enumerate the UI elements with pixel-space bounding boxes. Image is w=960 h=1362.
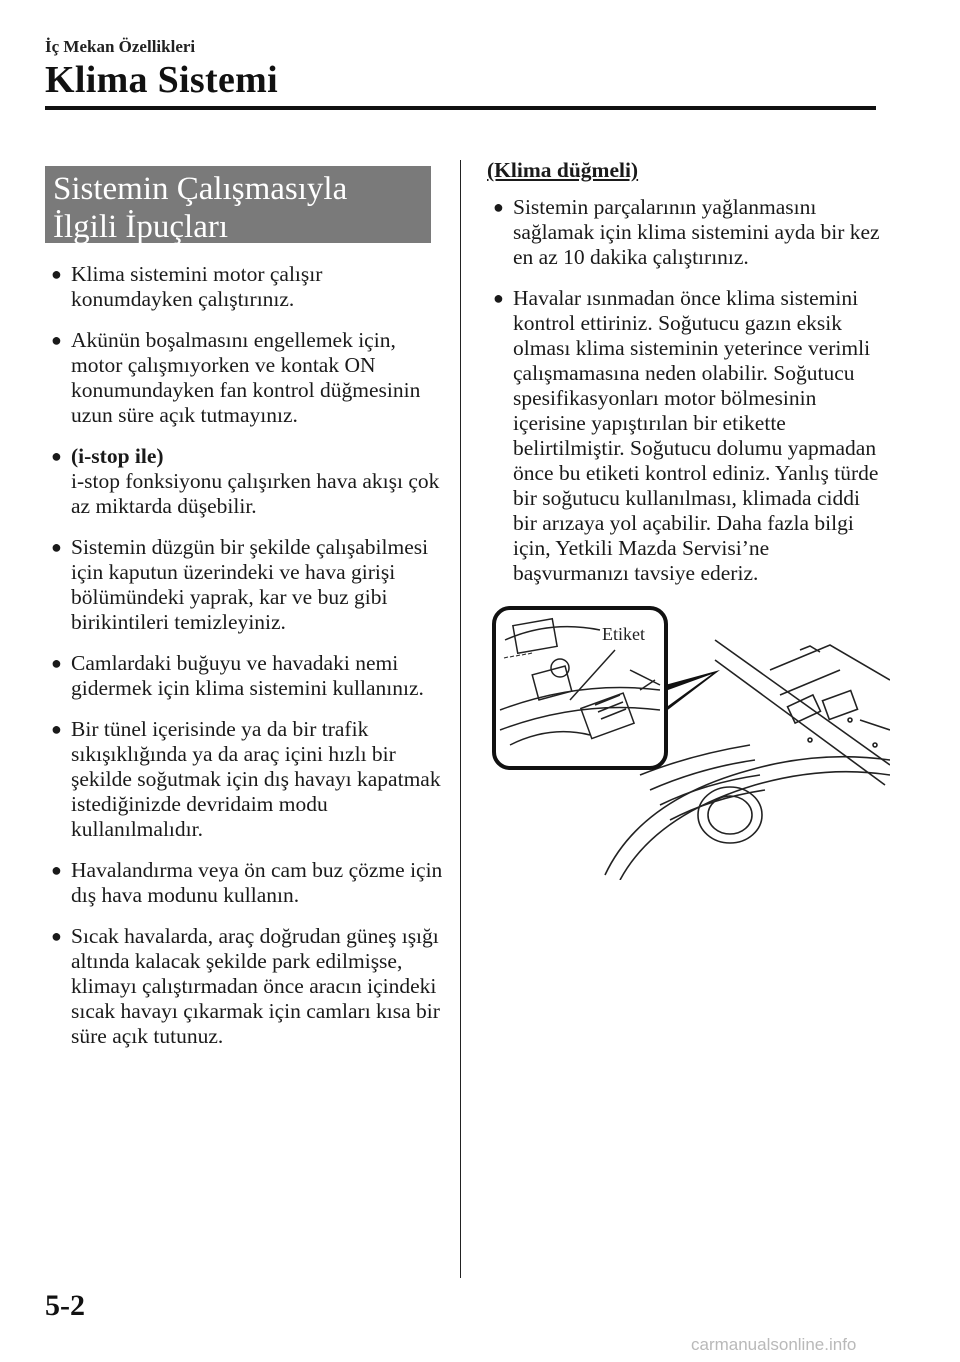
list-item: ● Sistemin parçalarının yağlanmasını sağlamak için klima sistemini ayda bir kez en az 10 dakika çalıştırınız. (493, 195, 880, 269)
bullet-lead: (i-stop ile) (71, 444, 164, 468)
list-item: ● Klima sistemini motor çalışır konumdayken çalıştırınız. (51, 262, 323, 311)
left-column (45, 262, 445, 1065)
section-title-line2: İlgili İpuçları (53, 209, 229, 245)
header-rule (45, 106, 876, 110)
column-divider (460, 160, 461, 1278)
bullet-icon: ● (51, 719, 62, 739)
bullet-icon: ● (51, 926, 62, 946)
list-item: ● Akünün boşalmasını engellemek için, motor çalışmıyorken ve kontak ON konumundayken fan kontrol düğmesinin uzun süre açık tutmayınız. (51, 328, 421, 427)
bullet-icon: ● (51, 860, 62, 880)
sub-heading: (Klima düğmeli) (487, 158, 639, 182)
section-banner (45, 166, 431, 243)
tips-list (45, 262, 445, 1049)
list-item: ● Camlardaki buğuyu ve havadaki nemi gidermek için klima sistemini kullanınız. (51, 651, 424, 700)
bullet-icon: ● (493, 197, 504, 217)
engine-bay-drawing (490, 600, 890, 880)
bullet-icon: ● (51, 537, 62, 557)
list-item: ● Sistemin düzgün bir şekilde çalışabilmesi için kaputun üzerindeki ve hava girişi bölümündeki yaprak, kar ve buz gibi birikintileri temizleyiniz. (51, 535, 429, 634)
watermark: carmanualsonline.info (691, 1335, 857, 1354)
bullet-icon: ● (51, 264, 62, 284)
bullet-icon: ● (51, 653, 62, 673)
ac-button-list (487, 195, 887, 586)
chapter-title: Klima Sistemi (45, 59, 278, 101)
list-item: ● Havalandırma veya ön cam buz çözme için dış hava modunu kullanın. (51, 858, 443, 907)
bullet-icon: ● (51, 330, 62, 350)
bullet-icon: ● (51, 446, 62, 466)
running-head: İç Mekan Özellikleri (45, 37, 196, 56)
figure-label: Etiket (602, 624, 645, 644)
right-column (487, 158, 887, 602)
list-item: ● (i-stop ile) i-stop fonksiyonu çalışırken hava akışı çok az miktarda düşebilir. (45, 444, 445, 519)
list-item: ● Havalar ısınmadan önce klima sistemini kontrol ettiriniz. Soğutucu gazın eksik olması klima sisteminin yeterince verimli çalışmamasına neden olabilir. Soğutucu spesifikasyonları motor bölmesinin içerisine yapıştırılan bir etikette belirtilmiştir. Soğutucu dolumu yapmadan önce bu etiketi kontrol ediniz. Yanlış türde bir soğutucu kullanılması, klimada ciddi bir arızaya yol açabilir. Daha fazla bilgi için, Yetkili Mazda Servisi’ne başvurmanızı tavsiye ederiz. (493, 286, 879, 585)
list-item: ● Sıcak havalarda, araç doğrudan güneş ışığı altında kalacak şekilde park edilmişse, klimayı çalıştırmadan önce aracın içindeki sıcak havayı çıkarmak için camları kısa bir süre açık tutunuz. (51, 924, 440, 1048)
list-item: ● Bir tünel içerisinde ya da bir trafik sıkışıklığında ya da araç içini hızlı bir şekilde soğutmak için dış havayı kapatmak istediğinizde devridaim modu kullanılmalıdır. (51, 717, 441, 841)
page-number: 5-2 (45, 1289, 85, 1322)
section-title-line1: Sistemin Çalışmasıyla (53, 171, 348, 207)
refrigerant-label-illustration (490, 600, 890, 880)
bullet-icon: ● (493, 288, 504, 308)
